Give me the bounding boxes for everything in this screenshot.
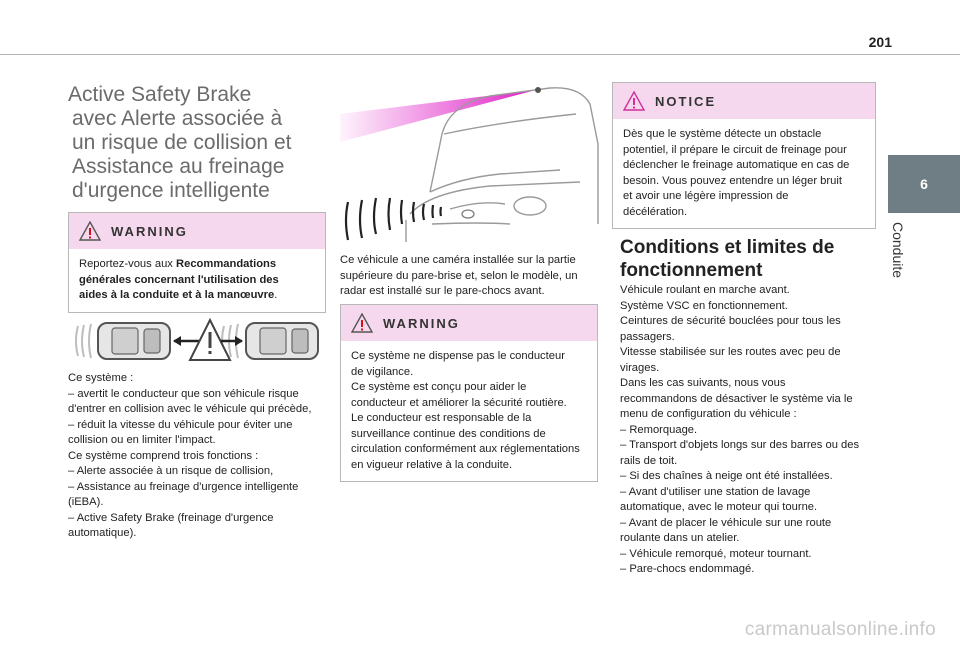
collision-warning-illustration xyxy=(74,316,324,366)
header-rule xyxy=(0,54,960,55)
camera-description: Ce véhicule a une caméra installée sur la partie supérieure du pare-brise et, selon le modèle, un radar est installé sur le pare-chocs avant. xyxy=(340,254,578,297)
section-title: Conditions et limites de fonctionnement xyxy=(620,237,835,281)
watermark: carmanualsonline.info xyxy=(744,619,936,640)
notice-body: Dès que le système détecte un obstacle potentiel, il prépare le circuit de freinage pour déclencher le freinage automatique en cas de besoin. Vous pouvez entendre un léger bruit et avoir une légère impression de décélération. xyxy=(623,128,850,218)
warning-box-2 xyxy=(340,304,598,482)
warning-body: Reportez-vous aux Recommandations générales concernant l'utilisation des aides à la conduite et à la manœuvre. xyxy=(79,258,279,301)
warning-title: WARNING xyxy=(383,315,460,331)
vehicle-camera-radar-illustration xyxy=(340,74,602,250)
title-line: Active Safety Brake xyxy=(68,83,252,106)
warning-header xyxy=(69,213,325,249)
warning-triangle-icon xyxy=(351,313,373,333)
title-line: Assistance au freinage xyxy=(72,155,285,178)
system-description: Ce système : – avertit le conducteur que son véhicule risque d'entrer en collision avec le véhicule qui précède, – réduit la vitesse du véhicule pour éviter une collision ou en limiter l'impact. Ce système comprend trois fonctions : – Alerte associée à un risque de collision, – Assistance au freinage d'urgence intelligente (iEBA). – Active Safety Brake (freinage d'urgence automatique). xyxy=(68,372,312,539)
warning-triangle-icon xyxy=(79,221,101,241)
cross-reference-link[interactable]: Recommandations xyxy=(176,258,277,270)
chapter-label: Conduite xyxy=(890,222,906,279)
page-title xyxy=(68,83,318,203)
notice-title: NOTICE xyxy=(655,93,717,109)
warning-body: Ce système ne dispense pas le conducteur de vigilance. Ce système est conçu pour aider le conducteur et améliorer la sécurité routière. Le conducteur est responsable de la surveillance continue des conditions de circulation conformément aux réglementations en vigueur relative à la conduite. xyxy=(351,350,580,471)
notice-triangle-icon xyxy=(623,91,645,111)
chapter-tab[interactable] xyxy=(888,155,960,213)
notice-box xyxy=(612,82,876,229)
title-line: d'urgence intelligente xyxy=(72,179,270,202)
notice-header xyxy=(613,83,875,119)
chapter-number: 6 xyxy=(920,176,928,192)
title-line: avec Alerte associée à xyxy=(72,107,283,130)
page-number: 201 xyxy=(868,34,892,50)
title-line: un risque de collision et xyxy=(72,131,292,154)
warning-title: WARNING xyxy=(111,223,188,239)
warning-header xyxy=(341,305,597,341)
warning-box-1 xyxy=(68,212,326,313)
conditions-list: Véhicule roulant en marche avant. Système VSC en fonctionnement. Ceintures de sécurité bouclées pour tous les passagers. Vitesse stabilisée sur les routes avec peu de virages. Dans les cas suivants, nous vous recommandons de désactiver le système via le menu de configuration du véhicule : – Remorquage. – Transport d'objets longs sur des barres ou des rails de toit. – Si des chaînes à neige ont été installées. – Avant d'utiliser une station de lavage automatique, avec le moteur qui tourne. – Avant de placer le véhicule sur une route roulante dans un atelier. – Véhicule remorqué, moteur tournant. – Pare-chocs endommagé. xyxy=(620,284,860,575)
